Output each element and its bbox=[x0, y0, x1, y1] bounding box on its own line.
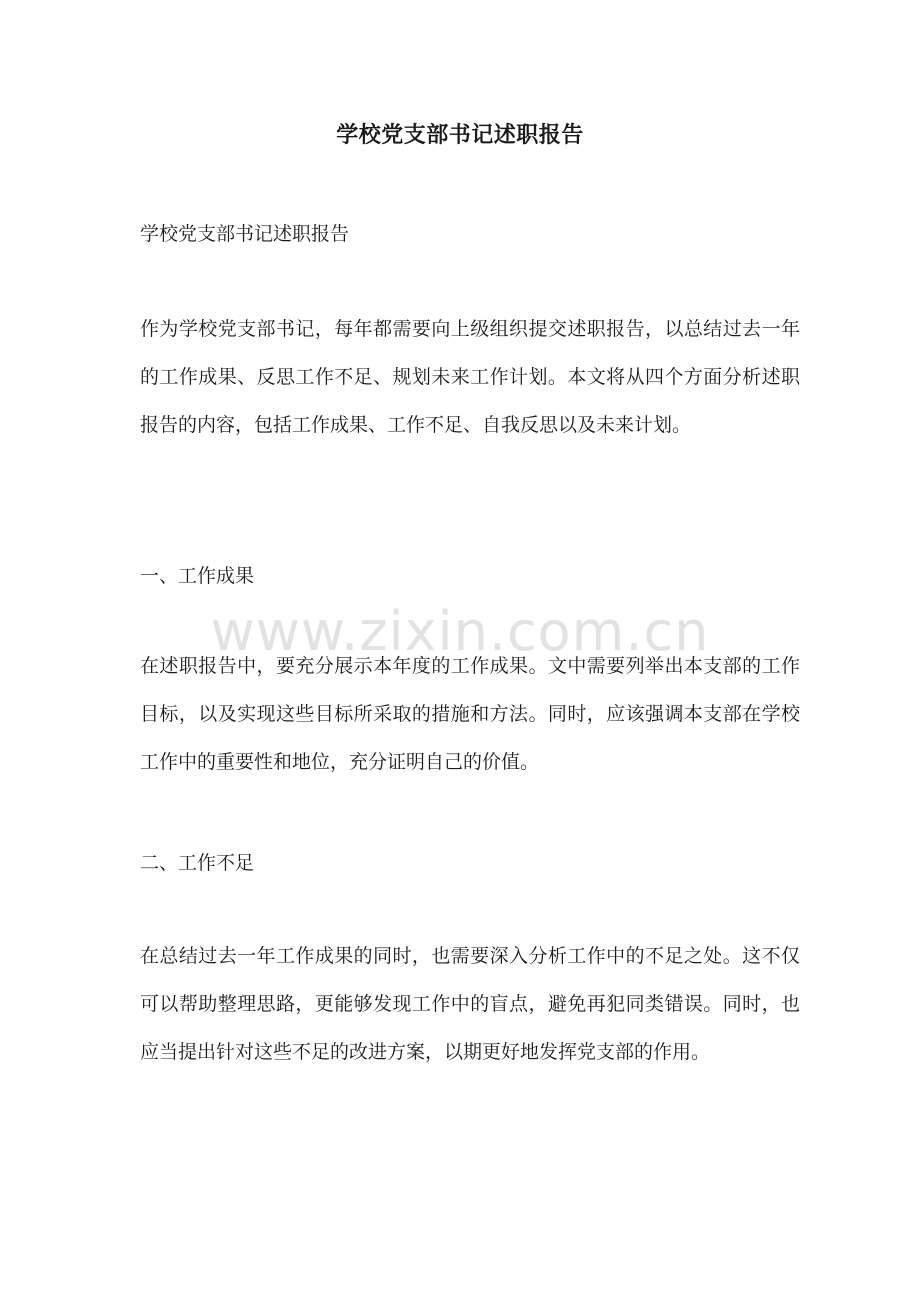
section-body-shortcomings: 在总结过去一年工作成果的同时，也需要深入分析工作中的不足之处。这不仅可以帮助整理思路，更能够发现工作中的盲点，避免再犯同类错误。同时，也应当提出针对这些不足的改进方案，以期更好地发挥党支部的作用。 bbox=[140, 945, 800, 1063]
section-heading-shortcomings: 二、工作不足 bbox=[140, 852, 255, 874]
intro-paragraph: 作为学校党支部书记，每年都需要向上级组织提交述职报告，以总结过去一年的工作成果、反思工作不足、规划未来工作计划。本文将从四个方面分析述职报告的内容，包括工作成果、工作不足、自我反思以及未来计划。 bbox=[140, 318, 800, 436]
document-subtitle: 学校党支部书记述职报告 bbox=[140, 223, 350, 245]
section-heading-achievements: 一、工作成果 bbox=[140, 565, 255, 587]
watermark: www.zixin.com.cn bbox=[210, 600, 710, 663]
document-title: 学校党支部书记述职报告 bbox=[336, 122, 584, 148]
section-body-achievements: 在述职报告中，要充分展示本年度的工作成果。文中需要列举出本支部的工作目标，以及实现这些目标所采取的措施和方法。同时，应该强调本支部在学校工作中的重要性和地位，充分证明自己的价值。 bbox=[140, 655, 800, 773]
